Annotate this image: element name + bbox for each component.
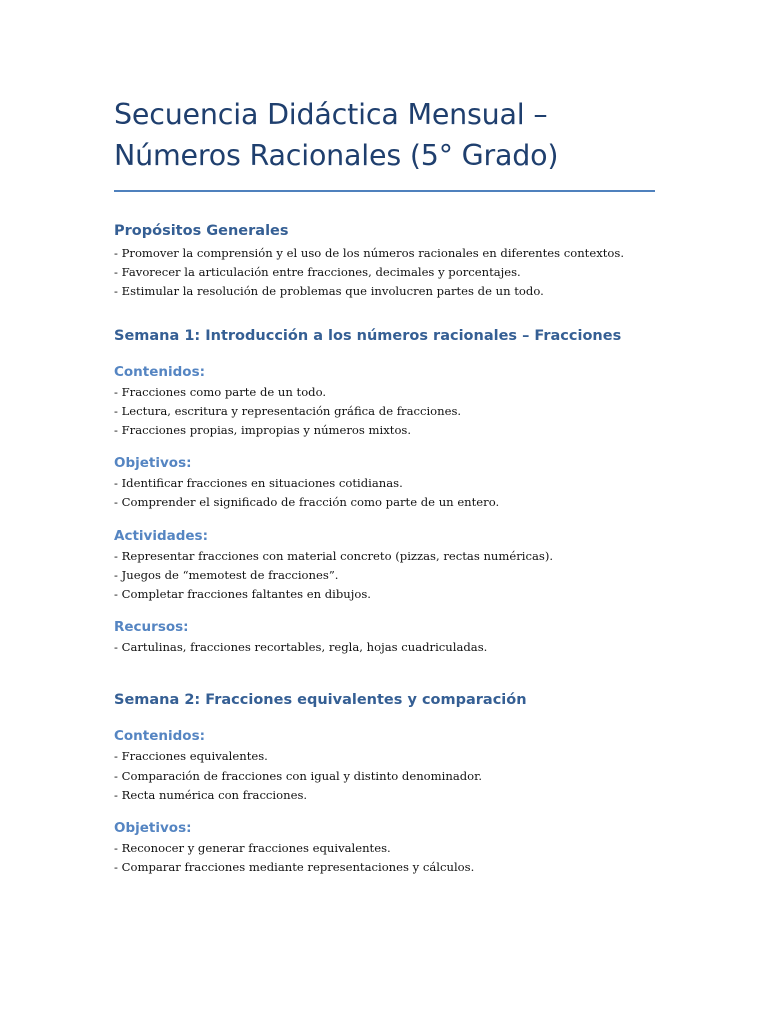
list-item: - Identificar fracciones en situaciones cotidianas. bbox=[114, 476, 403, 491]
document-title-line-2: Números Racionales (5° Grado) bbox=[114, 139, 559, 172]
contenidos-list-semana-2 bbox=[114, 747, 654, 805]
list-item: - Comparar fracciones mediante representaciones y cálculos. bbox=[114, 860, 475, 875]
list-item: - Comprender el significado de fracción como parte de un entero. bbox=[114, 495, 500, 510]
section-heading-propositos: Propósitos Generales bbox=[114, 223, 289, 239]
subheading-objetivos-semana-1: Objetivos: bbox=[114, 455, 192, 472]
list-item: - Juegos de “memotest de fracciones”. bbox=[114, 567, 339, 582]
list-item: - Representar fracciones con material concreto (pizzas, rectas numéricas). bbox=[114, 548, 554, 563]
list-item: - Favorecer la articulación entre fracciones, decimales y porcentajes. bbox=[114, 265, 521, 280]
section-heading-semana-1: Semana 1: Introducción a los números racionales – Fracciones bbox=[114, 327, 622, 344]
contenidos-list-semana-1 bbox=[114, 383, 654, 441]
list-item: - Fracciones equivalentes. bbox=[114, 749, 268, 764]
recursos-list-semana-1 bbox=[114, 638, 654, 657]
list-item: - Comparación de fracciones con igual y distinto denominador. bbox=[114, 768, 483, 783]
list-item: - Fracciones como parte de un todo. bbox=[114, 384, 327, 399]
list-item: - Promover la comprensión y el uso de los números racionales en diferentes contextos. bbox=[114, 246, 625, 260]
list-item: - Fracciones propias, impropias y números mixtos. bbox=[114, 423, 412, 438]
subheading-contenidos-semana-1: Contenidos: bbox=[114, 363, 206, 380]
section-heading-semana-2: Semana 2: Fracciones equivalentes y comparación bbox=[114, 692, 527, 709]
subheading-recursos-semana-1: Recursos: bbox=[114, 619, 189, 636]
objetivos-list-semana-2 bbox=[114, 839, 654, 877]
list-item: - Lectura, escritura y representación gráfica de fracciones. bbox=[114, 403, 462, 418]
list-item: - Estimular la resolución de problemas que involucren partes de un todo. bbox=[114, 284, 544, 299]
subheading-actividades-semana-1: Actividades: bbox=[114, 527, 208, 544]
list-item: - Completar fracciones faltantes en dibujos. bbox=[114, 587, 371, 602]
document-title-line-1: Secuencia Didáctica Mensual – bbox=[114, 98, 548, 131]
list-item: - Recta numérica con fracciones. bbox=[114, 787, 308, 802]
actividades-list-semana-1 bbox=[114, 547, 654, 605]
document-title bbox=[114, 94, 654, 176]
list-item: - Cartulinas, fracciones recortables, regla, hojas cuadriculadas. bbox=[114, 640, 488, 655]
subheading-objetivos-semana-2: Objetivos: bbox=[114, 820, 192, 837]
subheading-contenidos-semana-2: Contenidos: bbox=[114, 728, 206, 745]
list-item: - Reconocer y generar fracciones equivalentes. bbox=[114, 841, 391, 856]
propositos-list bbox=[114, 244, 654, 302]
objetivos-list-semana-1 bbox=[114, 474, 654, 512]
title-underline bbox=[114, 190, 655, 192]
